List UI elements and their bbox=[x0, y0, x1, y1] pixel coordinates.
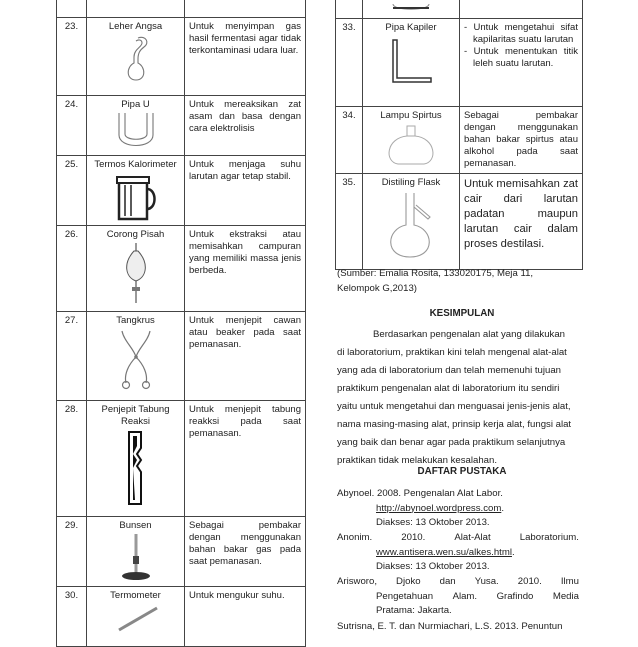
reference-arisworo: Arisworo, Djoko dan Yusa. 2010. Ilmu Pengetahuan Alam. Grafindo Media Pratama: Jakarta. bbox=[337, 575, 579, 619]
row-number: 26. bbox=[57, 226, 87, 312]
u-tube-icon bbox=[113, 111, 159, 149]
row-number: 24. bbox=[57, 96, 87, 156]
item-name: Lampu Spirtus bbox=[380, 110, 442, 121]
table-row bbox=[57, 96, 306, 156]
item-name: Termos Kalorimeter bbox=[94, 159, 177, 170]
row-number: 30. bbox=[57, 587, 87, 647]
paragraph-line: nama masing-masing alat, prinsip kerja alat, fungsi alat bbox=[337, 419, 572, 430]
calorimeter-icon bbox=[111, 171, 161, 221]
function-line: - Untuk mengetahui sifat kapilaritas suatu larutan bbox=[464, 22, 578, 45]
item-name: Penjepit Tabung Reaksi bbox=[101, 404, 170, 427]
table-row bbox=[336, 19, 583, 107]
paragraph-line: yang baik dan benar agar pada praktikum selanjutnya bbox=[337, 437, 566, 448]
reference-line: Abynoel. 2008. Pengenalan Alat Labor. bbox=[337, 488, 503, 499]
row-number: 28. bbox=[57, 401, 87, 517]
item-name: Bunsen bbox=[119, 520, 152, 531]
test-tube-clamp-icon bbox=[121, 428, 151, 508]
item-function: Sebagai pembakar dengan menggunakan bahan bakar spirtus atau alkohol pada saat pemanasan. bbox=[460, 107, 583, 174]
item-function: Untuk mengukur suhu. bbox=[185, 587, 306, 647]
table-row bbox=[336, 107, 583, 174]
item-name: Corong Pisah bbox=[106, 229, 165, 240]
equipment-table-right bbox=[335, 0, 583, 270]
reference-sutrisna-partial: Sutrisna, E. T. dan Nurmiachari, L.S. 2013. Penuntun bbox=[337, 621, 563, 632]
reference-line: Pratama: Jakarta. bbox=[376, 605, 452, 617]
paragraph-line: di laboratorium, praktikan kini telah mengenal alat-alat bbox=[337, 347, 567, 358]
flask-bottom-icon bbox=[381, 0, 441, 16]
paragraph-line: praktikan tidak melakukan kesalahan. bbox=[337, 455, 497, 466]
table-row bbox=[57, 156, 306, 226]
item-function: Untuk mereaksikan zat asam dan basa dengan cara elektrolisis bbox=[185, 96, 306, 156]
thermometer-icon bbox=[111, 602, 161, 632]
paragraph-line: Berdasarkan pengenalan alat yang dilakukan bbox=[373, 329, 566, 340]
table-row bbox=[57, 517, 306, 587]
row-number: 25. bbox=[57, 156, 87, 226]
item-function: Untuk ekstraksi atau memisahkan campuran yang memiliki massa jenis berbeda. bbox=[185, 226, 306, 312]
table-row bbox=[336, 174, 583, 270]
equipment-table-left bbox=[56, 0, 306, 647]
reference-access-date: Diakses: 13 Oktober 2013. bbox=[376, 561, 490, 573]
item-function: Sebagai pembakar dengan menggunakan bahan bakar gas pada saat pemanasan. bbox=[185, 517, 306, 587]
paragraph-line: praktikum pengenalan alat di laboratorium itu sendiri bbox=[337, 383, 560, 394]
source-line: (Sumber: Emalia Rosita, 133020175, Meja 11, bbox=[337, 268, 534, 279]
row-number: 34. bbox=[336, 107, 363, 174]
kesimpulan-paragraph bbox=[337, 326, 581, 470]
item-name: Tangkrus bbox=[116, 315, 155, 326]
paragraph-line: yaitu untuk mengetahui dan menguasai jenis-jenis alat, bbox=[337, 401, 571, 412]
reference-access-date: Diakses: 13 Oktober 2013. bbox=[376, 517, 490, 529]
bunsen-burner-icon bbox=[116, 532, 156, 582]
row-number: 29. bbox=[57, 517, 87, 587]
table-source bbox=[337, 266, 587, 296]
table-row bbox=[57, 0, 306, 18]
item-name: Leher Angsa bbox=[108, 21, 163, 32]
table-row bbox=[336, 0, 583, 19]
item-function: Untuk menjaga suhu larutan agar tetap stabil. bbox=[185, 156, 306, 226]
row-number: 35. bbox=[336, 174, 363, 270]
row-number: 23. bbox=[57, 18, 87, 96]
crucible-tongs-icon bbox=[114, 327, 158, 391]
item-function: Untuk menyimpan gas hasil fermentasi agar tidak terkontaminasi udara luar. bbox=[185, 18, 306, 96]
separatory-funnel-icon bbox=[121, 241, 151, 307]
table-row bbox=[57, 312, 306, 401]
source-line: Kelompok G,2013) bbox=[337, 283, 417, 294]
item-name: Termometer bbox=[110, 590, 161, 601]
table-row bbox=[57, 226, 306, 312]
reference-link[interactable]: http://abynoel.wordpress.com bbox=[376, 502, 502, 514]
capillary-tube-icon bbox=[381, 34, 441, 90]
table-row bbox=[57, 587, 306, 647]
paragraph-line: yang ada di laboratorium dan telah memenuhi tujuan bbox=[337, 365, 562, 376]
item-function: Untuk menjepit tabung reakksi pada saat pemanasan. bbox=[185, 401, 306, 517]
item-function: Untuk memisahkan zat cair dari larutan padatan maupun larutan cair dalam proses destilasi. bbox=[460, 174, 583, 270]
function-line: - Untuk menentukan titik leleh suatu larutan. bbox=[464, 46, 578, 69]
section-heading-kesimpulan: KESIMPULAN bbox=[429, 308, 495, 319]
section-heading-daftar-pustaka: DAFTAR PUSTAKA bbox=[417, 466, 507, 477]
item-name: Pipa Kapiler bbox=[385, 22, 437, 33]
item-name: Distiling Flask bbox=[381, 177, 441, 188]
row-number: 33. bbox=[336, 19, 363, 107]
reference-link[interactable]: www.antisera.wen.su/alkes.html bbox=[376, 546, 512, 558]
reference-abynoel: Abynoel. 2008. Pengenalan Alat Labor. http://abynoel.wordpress.com. Diakses: 13 Oktober 2013. bbox=[337, 487, 587, 531]
gooseneck-flask-icon bbox=[116, 33, 156, 83]
item-name: Pipa U bbox=[121, 99, 150, 110]
item-function: Untuk menjepit cawan atau beaker pada saat pemanasan. bbox=[185, 312, 306, 401]
distilling-flask-icon bbox=[376, 189, 446, 261]
reference-anonim: Anonim. 2010. Alat-Alat Laboratorium. www.antisera.wen.su/alkes.html. Diakses: 13 Oktober 2013. bbox=[337, 531, 579, 575]
row-number: 27. bbox=[57, 312, 87, 401]
table-row bbox=[57, 18, 306, 96]
spirit-lamp-icon bbox=[378, 122, 444, 168]
table-row bbox=[57, 401, 306, 517]
